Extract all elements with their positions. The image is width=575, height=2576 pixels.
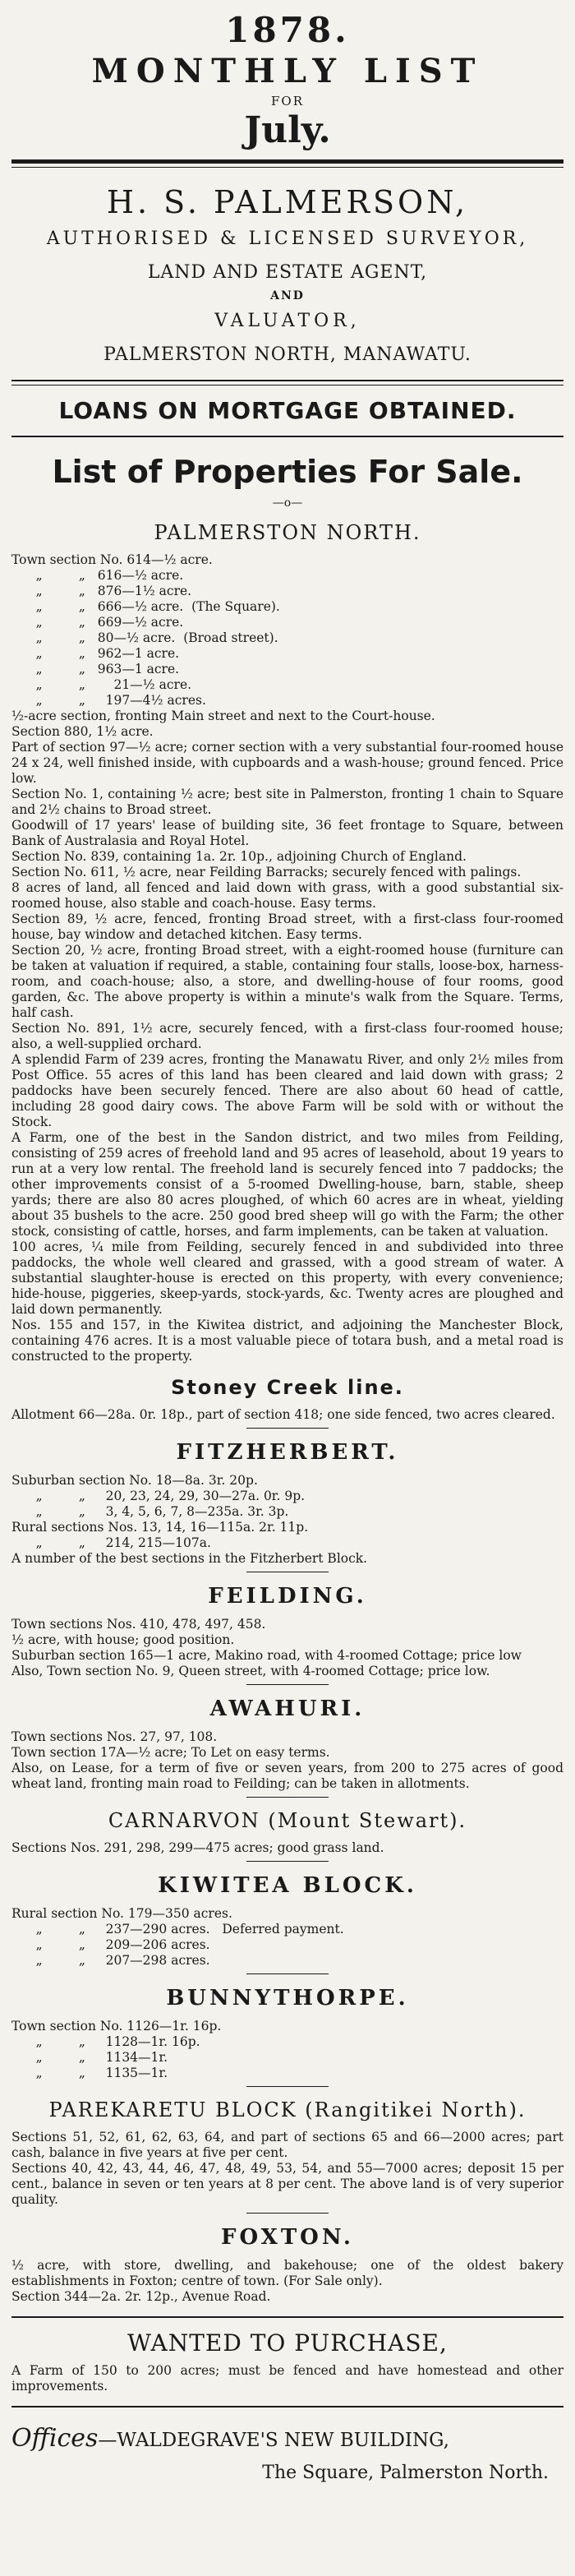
- listing-line: „ „ 80—½ acre. (Broad street).: [12, 630, 278, 645]
- listing-entry: Town sections Nos. 410, 478, 497, 458.: [12, 1617, 266, 1632]
- listing-line: „ „ 21—½ acre.: [12, 677, 192, 692]
- section-title: FITZHERBERT.: [176, 1440, 399, 1465]
- listing-entry: Section 20, ½ acre, fronting Broad street, with a eight-roomed house (furniture can be taken at valuation if required, a stable, containing four stalls, loose-box, harness-room, and coach-house; also, a store, and dwelling-house of four rooms, good garden, &c. The above property is within a minute's walk from the Square. Terms, half cash.: [12, 943, 564, 1020]
- and-label: AND: [270, 289, 305, 302]
- business-name: H. S. PALMERSON,: [106, 184, 469, 220]
- divider: [12, 159, 564, 164]
- section-title: AWAHURI.: [209, 1697, 366, 1721]
- listing-entry: Section No. 891, 1½ acre, securely fenced, with a first-class four-roomed house; also, a well-supplied orchard.: [12, 1021, 564, 1051]
- wanted-text: A Farm of 150 to 200 acres; must be fenced and have homestead and other improvements.: [12, 2363, 564, 2394]
- section-title: CARNARVON (Mount Stewart).: [108, 1809, 467, 1832]
- year: 1878.: [225, 10, 350, 50]
- offices-label: Offices: [12, 2424, 99, 2453]
- listing-entry: Sections 51, 52, 61, 62, 63, 64, and part of sections 65 and 66—2000 acres; part cash, balance in five years at five per cent.: [12, 2130, 564, 2160]
- listing-entry: A Farm, one of the best in the Sandon district, and two miles from Feilding, consisting of 259 acres of freehold land and 95 acres of leasehold, about 19 years to run at a very low rental. The freehold land is securely fenced into 7 paddocks; the other improvements consist of a 5-roomed Dwelling-house, barn, stable, sheep yards; there are also 80 acres ploughed, of which 60 acres are in wheat, yielding about 35 bushels to the acre. 250 good bred sheep will go with the Farm; the other stock, consisting of cattle, horses, and farm implements, can be taken at valuation.: [12, 1130, 564, 1239]
- section-title: PAREKARETU BLOCK (Rangitikei North).: [48, 2098, 527, 2121]
- divider: [12, 2406, 564, 2407]
- offices-building: —WALDEGRAVE'S NEW BUILDING,: [98, 2430, 449, 2451]
- listing-line: „ „ 1135—1r.: [12, 2066, 168, 2080]
- offices-line: [12, 2424, 564, 2453]
- listing-entry: Section No. 839, containing 1a. 2r. 10p., adjoining Church of England.: [12, 849, 467, 864]
- listing-line: „ „ 616—½ acre.: [12, 568, 184, 583]
- loans-heading: LOANS ON MORTGAGE OBTAINED.: [58, 397, 517, 424]
- listing-line: „ „ 207—298 acres.: [12, 1953, 210, 1968]
- listing-entry: Section No. 1, containing ½ acre; best site in Palmerston, fronting 1 chain to Square and 2½ chains to Broad street.: [12, 787, 564, 817]
- listing-line: „ „ 962—1 acre.: [12, 646, 180, 661]
- listing-line: „ „ 1128—1r. 16p.: [12, 2034, 200, 2049]
- section-title: FOXTON.: [221, 2225, 354, 2250]
- monthly-list-title: MONTHLY LIST: [91, 52, 484, 90]
- listing-entry: Suburban section 165—1 acre, Makino road, with 4-roomed Cottage; price low: [12, 1648, 522, 1663]
- divider: [12, 167, 564, 168]
- listing-entry: Also, Town section No. 9, Queen street, with 4-roomed Cottage; price low.: [12, 1664, 490, 1678]
- list-title: List of Properties For Sale.: [52, 454, 523, 490]
- divider: [12, 436, 564, 437]
- listing-entry: Goodwill of 17 years' lease of building site, 36 feet frontage to Square, between Bank of Australasia and Royal Hotel.: [12, 818, 564, 848]
- valuator: VALUATOR,: [214, 311, 361, 331]
- listing-line: Suburban section No. 18—8a. 3r. 20p.: [12, 1473, 258, 1488]
- listing-entry: Town section 17A—½ acre; To Let on easy terms.: [12, 1745, 330, 1760]
- listing-line: „ „ 1134—1r.: [12, 2050, 168, 2065]
- listing-line: Town section No. 1126—1r. 16p.: [12, 2019, 222, 2034]
- listing-entry: Town sections Nos. 27, 97, 108.: [12, 1729, 218, 1744]
- section-divider: [246, 1797, 329, 1798]
- listing-line: „ „ 666—½ acre. (The Square).: [12, 599, 280, 614]
- divider: [12, 2316, 564, 2318]
- listing-entry: Section No. 611, ½ acre, near Feilding Barracks; securely fenced with palings.: [12, 865, 522, 879]
- month: July.: [244, 109, 331, 151]
- listing-line: „ „ 20, 23, 24, 29, 30—27a. 0r. 9p.: [12, 1489, 306, 1503]
- listing-line: „ „ 197—4½ acres.: [12, 693, 206, 708]
- section-title: PALMERSTON NORTH.: [154, 521, 421, 544]
- section-title: FEILDING.: [208, 1584, 367, 1609]
- listing-entry: Section 89, ½ acre, fenced, fronting Broad street, with a first-class four-roomed house, bay window and detached kitchen. Easy terms.: [12, 912, 564, 942]
- listing-line: „ „ 876—1½ acre.: [12, 584, 192, 598]
- listing-line: „ „ 209—206 acres.: [12, 1937, 210, 1952]
- section-divider: [246, 1428, 329, 1429]
- listing-entry: ½-acre section, fronting Main street and next to the Court-house.: [12, 709, 435, 723]
- section-divider: [246, 1861, 329, 1862]
- listing-line: Rural section No. 179—350 acres.: [12, 1906, 232, 1921]
- listing-entry: Nos. 155 and 157, in the Kiwitea district, and adjoining the Manchester Block, containing 476 acres. It is a most valuable piece of totara bush, and a metal road is constructed to the property.: [12, 1318, 564, 1364]
- section-divider: [246, 2086, 329, 2087]
- listing-line: „ „ 237—290 acres. Deferred payment.: [12, 1922, 344, 1937]
- listing-entry: ½ acre, with store, dwelling, and bakehouse; one of the oldest bakery establishments in Foxton; centre of town. (For Sale only).: [12, 2258, 564, 2288]
- listing-entry: A number of the best sections in the Fitzherbert Block.: [12, 1551, 368, 1566]
- listing-entry: Sections 40, 42, 43, 44, 46, 47, 48, 49, 53, 54, and 55—7000 acres; deposit 15 per cent., balance in seven or ten years at 8 per cent. The above land is of very superior quality.: [12, 2161, 564, 2207]
- business-role: AUTHORISED & LICENSED SURVEYOR,: [46, 229, 529, 249]
- listing-entry: Also, on Lease, for a term of five or seven years, from 200 to 275 acres of good wheat land, fronting main road to Feilding; can be taken in allotments.: [12, 1761, 564, 1791]
- for-label: FOR: [271, 94, 304, 108]
- listing-entry: Sections Nos. 291, 298, 299—475 acres; good grass land.: [12, 1840, 384, 1855]
- listing-line: „ „ 669—½ acre.: [12, 615, 184, 630]
- listing-entry: Section 344—2a. 2r. 12p., Avenue Road.: [12, 2289, 271, 2304]
- listing-line: „ „ 963—1 acre.: [12, 662, 180, 676]
- section-title: Stoney Creek line.: [171, 1376, 404, 1399]
- listing-entry: 8 acres of land, all fenced and laid down with grass, with a good substantial six-roomed house, also stable and coach-house. Easy terms.: [12, 880, 564, 911]
- land-agent: LAND AND ESTATE AGENT,: [147, 262, 428, 283]
- listing-line: Rural sections Nos. 13, 14, 16—115a. 2r. 11p.: [12, 1520, 309, 1535]
- section-title: BUNNYTHORPE.: [166, 1986, 409, 2010]
- listing-entry: Part of section 97—½ acre; corner section with a very substantial four-roomed house 24 x 24, well finished inside, with cupboards and a wash-house; ground fenced. Price low.: [12, 740, 564, 786]
- property-sections: [12, 521, 564, 2305]
- listing-entry: A splendid Farm of 239 acres, fronting the Manawatu River, and only 2½ miles from Post Office. 55 acres of this land has been cleared and laid down with grass; 2 paddocks have been securely fenced. There are also about 60 head of cattle, including 28 good dairy cows. The above Farm will be sold with or without the Stock.: [12, 1052, 564, 1129]
- listing-line: „ „ 3, 4, 5, 6, 7, 8—235a. 3r. 3p.: [12, 1504, 289, 1519]
- section-divider: [246, 1684, 329, 1685]
- listing-line: Town section No. 614—½ acre.: [12, 552, 213, 567]
- separator: —o—: [272, 496, 303, 510]
- listing-entry: 100 acres, ¼ mile from Feilding, securely fenced in and subdivided into three paddocks, the whole well cleared and grassed, with a good stream of water. A substantial slaughter-house is erected on this property, with every convenience; hide-house, piggeries, skeep-yards, stock-yards, &c. Twenty acres are ploughed and laid down permanently.: [12, 1240, 564, 1317]
- wanted-title: WANTED TO PURCHASE,: [127, 2329, 448, 2357]
- section-title: KIWITEA BLOCK.: [158, 1873, 417, 1898]
- listing-line: „ „ 214, 215—107a.: [12, 1535, 211, 1550]
- listing-entry: ½ acre, with house; good position.: [12, 1632, 235, 1647]
- listing-entry: Allotment 66—28a. 0r. 18p., part of section 418; one side fenced, two acres cleared.: [12, 1407, 555, 1422]
- listing-entry: Section 880, 1½ acre.: [12, 724, 154, 739]
- section-divider: [246, 2213, 329, 2214]
- business-address: PALMERSTON NORTH, MANAWATU.: [104, 344, 472, 365]
- offices-address: The Square, Palmerston North.: [262, 2463, 549, 2483]
- divider: [12, 380, 564, 381]
